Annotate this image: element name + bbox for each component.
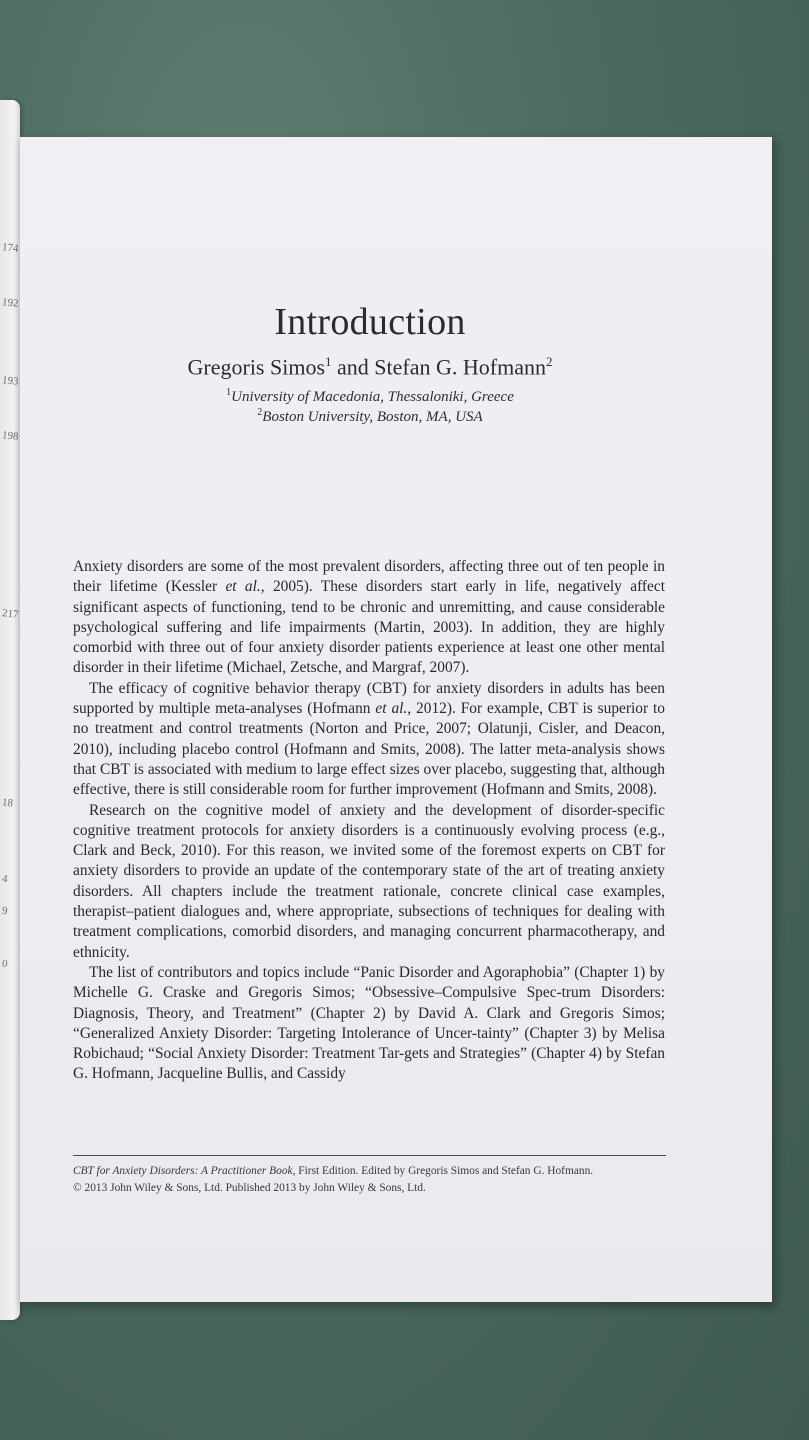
margin-number: 9 — [1, 904, 9, 918]
margin-number: 4 — [1, 872, 9, 886]
body-text — [73, 557, 665, 1085]
footnote — [73, 1163, 673, 1197]
italic-text: et al. — [225, 578, 261, 596]
margin-number: 0 — [1, 957, 9, 971]
paragraph-text: Research on the cognitive model of anxiety and the development of disorder-specific cognitive treatment protocols for anxiety disorders is a continuously evolving process (e.g., Clark and Beck, 2010). For this reason, we invited some of the foremost experts on CBT for anxiety disorders to provide an update of the contemporary state of the art of treating anxiety disorders. All chapters include the treatment rationale, concrete clinical case examples, therapist–patient dialogues and, where appropriate, subsections of techniques for dealing with treatment complications, comorbid disorders, and managing concurrent pharmacotherapy, and ethnicity. — [73, 801, 665, 961]
author-line — [20, 354, 720, 380]
margin-number: 192 — [1, 296, 20, 310]
paragraph-text: , 2012). For example, CBT is superior to no treatment and control treatments (Norton and Price, 2007; Olatunji, Cisler, and Deacon, 2010), including placebo control (Hofmann and Smits, 2008). The latter meta-analysis shows that CBT is associated with medium to large effect sizes over placebo, suggesting that, although effective, there is still considerable room for further improvement (Hofmann and Smits, 2008). — [73, 700, 666, 799]
paragraph — [73, 679, 665, 801]
margin-number: 174 — [1, 241, 20, 255]
paragraph-text: The efficacy of cognitive behavior therapy (CBT) for anxiety disorders in adults has been supported by multiple meta-analyses (Hofmann — [73, 679, 665, 718]
margin-number: 18 — [1, 796, 14, 810]
affiliation-marker: 1 — [325, 354, 332, 369]
paragraph — [73, 801, 665, 963]
margin-number: 198 — [1, 429, 20, 443]
affiliation-text: University of Macedonia, Thessaloniki, Greece — [231, 389, 514, 405]
book-title: CBT for Anxiety Disorders: A Practitioner Book — [73, 1165, 293, 1177]
edition-text: , First Edition. Edited by Gregoris Simos and Stefan G. Hofmann. — [292, 1165, 594, 1177]
paragraph-text: The list of contributors and topics include “Panic Disorder and Agoraphobia” (Chapter 1) by Michelle G. Craske and Gregoris Simos; “Obsessive–Compulsive Spec-trum Disorders: Diagnosis, Theory, and Treatment” (Chapter 2) by David A. Clark and Gregoris Simos; “Generalized Anxiety Disorder: Targeting Intolerance of Uncer-tainty” (Chapter 3) by Melisa Robichaud; “Social Anxiety Disorder: Treatment Tar-gets and Strategies” (Chapter 4) by Stefan G. Hofmann, Jacqueline Bullis, and Cassidy — [73, 963, 665, 1083]
footnote-line — [73, 1163, 673, 1180]
affiliation — [20, 407, 720, 426]
margin-number: 217 — [1, 607, 20, 621]
adjacent-page-edge — [0, 100, 20, 1320]
affiliation-marker: 2 — [545, 354, 553, 369]
author-name: Stefan G. Hofmann — [374, 354, 546, 380]
author-name: Gregoris Simos — [187, 354, 326, 380]
chapter-title: Introduction — [274, 301, 466, 343]
paragraph — [73, 963, 665, 1085]
book-page — [20, 137, 772, 1302]
paragraph — [73, 557, 665, 679]
paragraph-text: , 2005). These disorders start early in life, negatively affect significant aspects of functioning, tend to be chronic and unremitting, and cause considerable psychological suffering and life impairments (Martin, 2003). In addition, they are highly comorbid with three out of four anxiety disorder patients experience at least one other mental disorder in their lifetime (Michael, Zetsche, and Margraf, 2007). — [73, 578, 665, 677]
affiliation-text: Boston University, Boston, MA, USA — [262, 409, 483, 425]
copyright-line: © 2013 John Wiley & Sons, Ltd. Published 2013 by John Wiley & Sons, Ltd. — [73, 1182, 426, 1194]
affiliation-marker: 2 — [257, 407, 263, 418]
author-conjunction: and — [331, 354, 375, 380]
footnote-rule — [73, 1155, 666, 1156]
italic-text: et al. — [375, 700, 408, 718]
paragraph-text: Anxiety disorders are some of the most prevalent disorders, affecting three out of ten people in their lifetime (Kessler — [73, 558, 665, 596]
affiliation — [20, 387, 720, 406]
margin-number: 193 — [1, 374, 20, 388]
affiliation-marker: 1 — [226, 387, 232, 398]
